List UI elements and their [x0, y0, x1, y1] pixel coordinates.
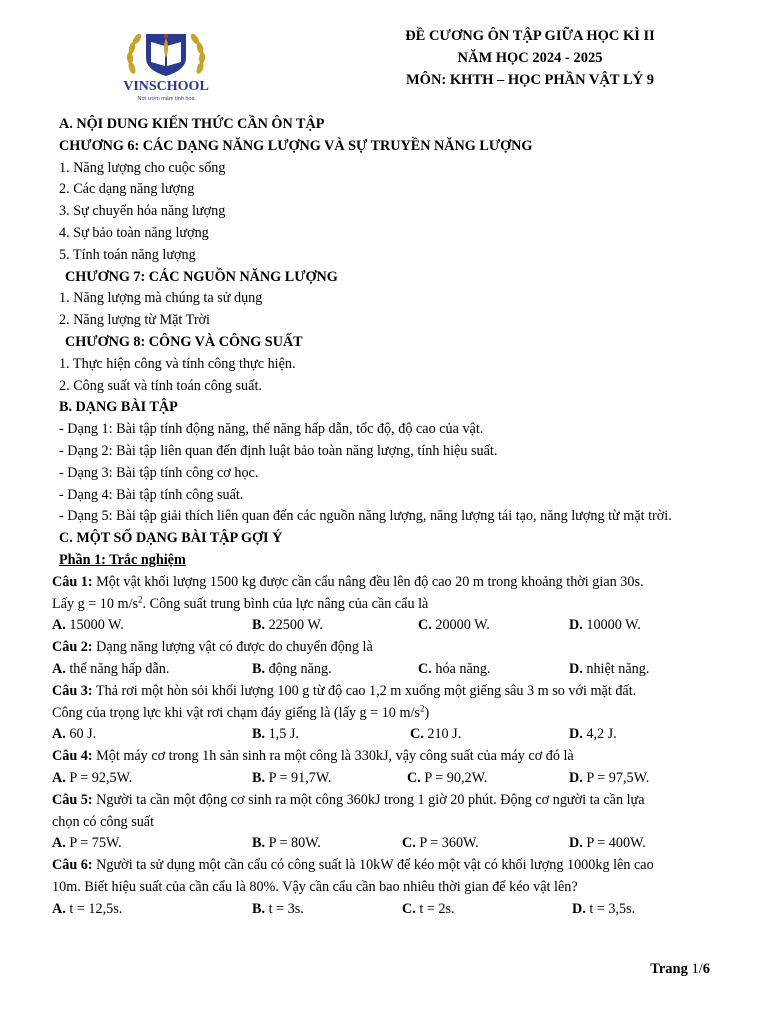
question-2 — [52, 637, 742, 659]
page-number — [650, 961, 710, 978]
list-item: 1. Thực hiện công và tính công thực hiện. — [59, 355, 296, 372]
option-d: D. P = 97,5W. — [569, 769, 650, 786]
part-1-heading: Phần 1: Trắc nghiệm — [59, 551, 186, 568]
list-item: - Dạng 2: Bài tập liên quan đến định luật bảo toàn năng lượng, tính hiệu suất. — [59, 442, 498, 459]
question-text: ) — [424, 704, 430, 721]
option-a: A. P = 75W. — [52, 835, 122, 852]
answer-options — [52, 833, 742, 855]
header — [0, 0, 768, 112]
page-total: 6 — [702, 961, 710, 977]
logo-emblem-icon — [118, 28, 214, 104]
option-d: D. 4,2 J. — [569, 726, 617, 743]
section-b-heading: B. DẠNG BÀI TẬP — [59, 399, 178, 416]
answer-options — [52, 724, 742, 746]
title-line-2: NĂM HỌC 2024 - 2025 — [457, 50, 603, 66]
option-d: D. P = 400W. — [569, 835, 646, 852]
question-1-cont — [52, 594, 742, 616]
question-text: Người ta sử dụng một cần cẩu có công suất là 10kW để kéo một vật có khối lượng 1000kg lên cao — [92, 857, 654, 874]
question-text: Dạng năng lượng vật có được do chuyển động là — [92, 639, 373, 656]
question-label: Câu 4: — [52, 748, 93, 765]
option-d: D. t = 3,5s. — [572, 900, 636, 917]
list-item: - Dạng 3: Bài tập tính công cơ học. — [59, 464, 259, 481]
answer-options — [52, 768, 742, 790]
list-item: 1. Năng lượng cho cuộc sống — [59, 159, 226, 176]
title-line-3: MÔN: KHTH – HỌC PHẦN VẬT LÝ 9 — [406, 72, 654, 88]
list-item: 5. Tính toán năng lượng — [59, 246, 196, 263]
question-6 — [52, 855, 742, 877]
chapter-8-heading: CHƯƠNG 8: CÔNG VÀ CÔNG SUẤT — [65, 333, 303, 350]
list-item: 3. Sự chuyển hóa năng lượng — [59, 203, 226, 220]
question-5 — [52, 790, 742, 812]
question-label: Câu 6: — [52, 857, 93, 874]
option-c: C. 20000 W. — [418, 617, 490, 634]
list-item: 2. Năng lượng từ Mặt Trời — [59, 312, 210, 329]
section-a-heading: A. NỘI DUNG KIẾN THỨC CẦN ÔN TẬP — [59, 116, 325, 132]
question-text: Công của trọng lực khi vật rơi chạm đáy giếng là (lấy g = 10 m/s — [52, 704, 420, 721]
option-c: C. t = 2s. — [402, 900, 455, 917]
page-current: 1/ — [691, 961, 703, 977]
option-a: A. 60 J. — [52, 726, 97, 743]
superscript: 2 — [419, 702, 425, 713]
question-text: Một máy cơ trong 1h sản sinh ra một công là 330kJ, vậy công suất của máy cơ đó là — [92, 748, 574, 765]
question-label: Câu 2: — [52, 639, 93, 656]
option-a: A. thế năng hấp dẫn. — [52, 660, 170, 677]
option-b: B. P = 91,7W. — [252, 769, 332, 786]
question-1 — [52, 572, 742, 594]
option-a: A. 15000 W. — [52, 617, 124, 634]
list-item: - Dạng 5: Bài tập giải thích liên quan đến các nguồn năng lượng, năng lượng tái tạo, năng lượng từ mặt trời. — [59, 508, 672, 525]
question-text: Một vật khối lượng 1500 kg được cần cẩu nâng đều lên độ cao 20 m trong khoảng thời gian 30s. — [92, 573, 644, 590]
list-item: 2. Công suất và tính toán công suất. — [59, 377, 262, 394]
option-c: C. P = 360W. — [402, 835, 479, 852]
chapter-7-heading: CHƯƠNG 7: CÁC NGUỒN NĂNG LƯỢNG — [65, 268, 338, 285]
option-c: C. 210 J. — [410, 726, 462, 743]
question-text: Người ta cần một động cơ sinh ra một công 360kJ trong 1 giờ 20 phút. Động cơ người ta cần lựa — [92, 791, 645, 808]
option-b: B. P = 80W. — [252, 835, 321, 852]
question-text: . Công suất trung bình của lực nâng của cần cẩu là — [142, 595, 429, 612]
school-logo — [118, 28, 214, 104]
option-b: B. động năng. — [252, 660, 332, 677]
option-b: B. 22500 W. — [252, 617, 323, 634]
document-body — [52, 114, 742, 920]
title-line-1: ĐỀ CƯƠNG ÔN TẬP GIỮA HỌC KÌ II — [405, 28, 655, 44]
option-a: A. P = 92,5W. — [52, 769, 133, 786]
question-5-cont: chọn có công suất — [52, 813, 155, 830]
superscript: 2 — [138, 593, 143, 604]
question-label: Câu 5: — [52, 791, 93, 808]
document-title — [330, 25, 730, 91]
logo-text: VINSCHOOL — [123, 79, 209, 94]
question-label: Câu 1: — [52, 573, 93, 590]
option-c: C. P = 90,2W. — [407, 769, 488, 786]
option-a: A. t = 12,5s. — [52, 900, 123, 917]
question-3 — [52, 681, 742, 703]
answer-options — [52, 899, 742, 921]
page-label: Trang — [650, 961, 692, 977]
chapter-6-heading: CHƯƠNG 6: CÁC DẠNG NĂNG LƯỢNG VÀ SỰ TRUYỀN NĂNG LƯỢNG — [59, 137, 533, 154]
answer-options — [52, 659, 742, 681]
list-item: 2. Các dạng năng lượng — [59, 181, 195, 198]
list-item: - Dạng 4: Bài tập tính công suất. — [59, 486, 244, 503]
list-item: 1. Năng lượng mà chúng ta sử dụng — [59, 290, 263, 307]
question-4 — [52, 746, 742, 768]
option-c: C. hóa năng. — [418, 660, 491, 677]
answer-options — [52, 615, 742, 637]
option-d: D. 10000 W. — [569, 617, 641, 634]
section-c-heading: C. MỘT SỐ DẠNG BÀI TẬP GỢI Ý — [59, 530, 283, 547]
question-6-cont: 10m. Biết hiệu suất của cần cẩu là 80%. Vậy cần cẩu cần bao nhiêu thời gian để kéo vật lên? — [52, 878, 578, 895]
question-label: Câu 3: — [52, 682, 93, 699]
question-text: Lấy g = 10 m/s — [52, 595, 139, 612]
list-item: - Dạng 1: Bài tập tính động năng, thế năng hấp dẫn, tốc độ, độ cao của vật. — [59, 421, 484, 438]
option-d: D. nhiệt năng. — [569, 660, 650, 677]
logo-tagline: Nơi ươm mầm tinh hoa — [137, 96, 195, 102]
option-b: B. 1,5 J. — [252, 726, 299, 743]
question-3-cont — [52, 703, 742, 725]
list-item: 4. Sự bảo toàn năng lượng — [59, 224, 209, 241]
option-b: B. t = 3s. — [252, 900, 304, 917]
question-text: Thả rơi một hòn sỏi khối lượng 100 g từ độ cao 1,2 m xuống một giếng sâu 3 m so với mặt đất. — [92, 682, 637, 699]
